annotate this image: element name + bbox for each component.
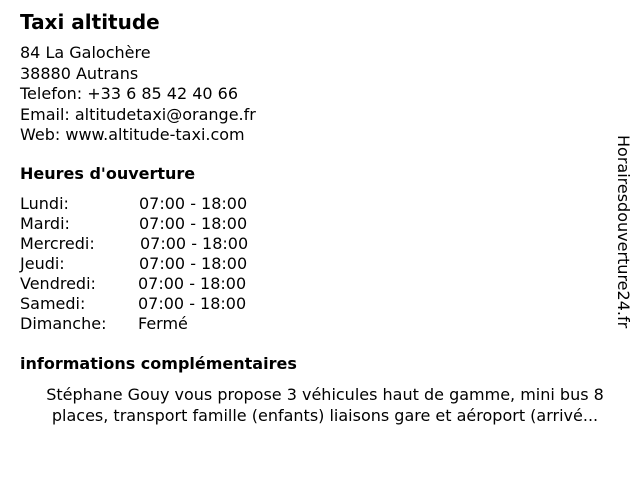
hours-row-mardi <box>20 214 280 234</box>
address-line-2: 38880 Autrans <box>20 63 139 83</box>
day-hours: 07:00 - 18:00 <box>140 234 249 253</box>
opening-hours-heading: Heures d'ouverture <box>20 164 196 183</box>
day-label: Samedi: <box>20 294 86 313</box>
site-watermark: Horairesdouverture24.fr <box>614 135 633 329</box>
additional-info-text <box>20 384 630 426</box>
hours-row-lundi <box>20 194 280 214</box>
day-hours: 07:00 - 18:00 <box>139 254 248 273</box>
day-hours: 07:00 - 18:00 <box>138 274 247 293</box>
day-hours: 07:00 - 18:00 <box>139 194 248 213</box>
email-address: Email: altitudetaxi@orange.fr <box>20 104 256 124</box>
day-label: Mardi: <box>20 214 70 233</box>
hours-row-samedi <box>20 294 280 314</box>
hours-row-mercredi <box>20 234 280 254</box>
day-hours: Fermé <box>138 314 188 333</box>
hours-row-dimanche <box>20 314 280 334</box>
contact-details <box>20 43 256 146</box>
day-label: Jeudi: <box>20 254 65 273</box>
hours-row-jeudi <box>20 254 280 274</box>
info-text-line-2: places, transport famille (enfants) liaisons gare et aéroport (arrivé... <box>51 406 599 425</box>
day-label: Dimanche: <box>20 314 107 333</box>
hours-row-vendredi <box>20 274 280 294</box>
day-label: Mercredi: <box>20 234 95 253</box>
additional-info-heading: informations complémentaires <box>20 354 297 373</box>
address-line-1: 84 La Galochère <box>20 43 151 62</box>
day-label: Vendredi: <box>20 274 96 293</box>
phone-number: Telefon: +33 6 85 42 40 66 <box>20 84 239 103</box>
opening-hours-table <box>20 194 280 334</box>
info-text-line-1: Stéphane Gouy vous propose 3 véhicules haut de gamme, mini bus 8 <box>46 385 604 404</box>
website: Web: www.altitude-taxi.com <box>20 125 245 144</box>
day-hours: 07:00 - 18:00 <box>139 214 248 233</box>
business-name: Taxi altitude <box>20 10 160 34</box>
day-hours: 07:00 - 18:00 <box>138 294 247 313</box>
day-label: Lundi: <box>20 194 69 213</box>
